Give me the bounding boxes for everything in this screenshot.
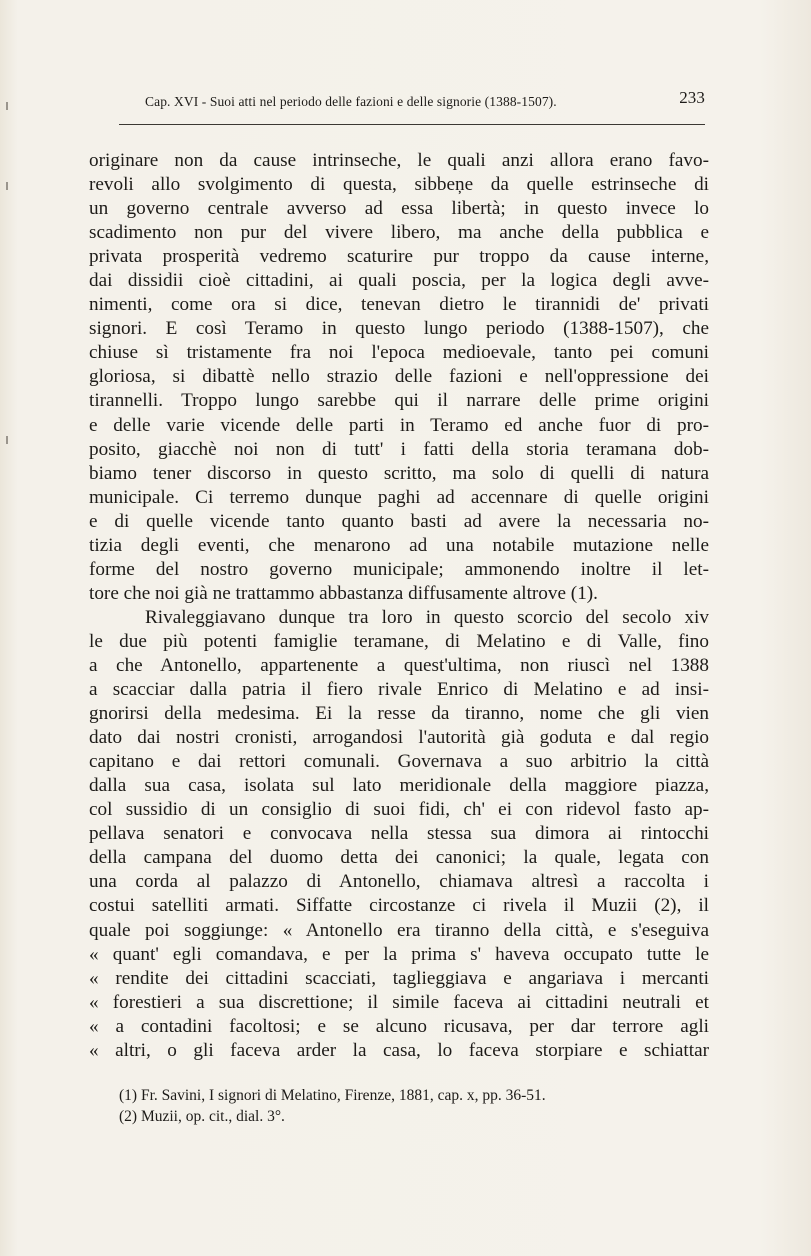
text-line: « quant' egli comandava, e per la prima s' haveva occupato tutte le <box>89 943 709 965</box>
text-line: originare non da cause intrinseche, le quali anzi allora erano favo- <box>89 150 709 171</box>
text-line: posito, giacchè noi non di tutt' i fatti della storia teramana dob- <box>89 438 709 460</box>
text-line: pellava senatori e convocava nella stessa sua dimora ai rintocchi <box>89 823 709 845</box>
text-line: biamo tener discorso in questo scritto, ma solo di quelli di natura <box>89 462 709 484</box>
text-line: tizia degli eventi, che menarono ad una notabile mutazione nelle <box>89 534 709 556</box>
running-head: Cap. XVI - Suoi atti nel periodo delle fazioni e delle signorie (1388-1507). <box>145 94 557 109</box>
text-line: gloriosa, si dibattè nello strazio delle fazioni e nell'oppressione dei <box>89 366 709 388</box>
text-line: tirannelli. Troppo lungo sarebbe qui il narrare delle prime origini <box>89 390 709 412</box>
margin-mark <box>6 436 8 444</box>
text-line: scadimento non pur del vivere libero, ma anche della pubblica e <box>89 222 709 244</box>
text-line: « altri, o gli faceva arder la casa, lo faceva storpiare e schiattar <box>89 1039 709 1061</box>
text-line: municipale. Ci terremo dunque paghi ad accennare di quelle origini <box>89 486 709 508</box>
text-line: capitano e dai rettori comunali. Governava a suo arbitrio la città <box>89 751 709 773</box>
text-line: dalla sua casa, isolata sul lato meridionale della maggiore piazza, <box>89 775 709 797</box>
text-line: chiuse sì tristamente fra noi l'epoca medioevale, tanto pei comuni <box>89 342 709 364</box>
body-text <box>89 149 709 1063</box>
text-line: quale poi soggiunge: « Antonello era tiranno della città, e s'eseguiva <box>89 919 709 941</box>
margin-mark <box>6 102 8 110</box>
text-line: un governo centrale avverso ad essa libertà; in questo invece lo <box>89 198 709 220</box>
page-number: 233 <box>679 88 705 107</box>
page-header <box>145 88 705 112</box>
text-line: costui satelliti armati. Siffatte circostanze ci rivela il Muzii (2), il <box>89 895 709 917</box>
text-line: « a contadini facoltosi; e se alcuno ricusava, per dar terrore agli <box>89 1015 709 1037</box>
text-line: a scacciar dalla patria il fiero rivale Enrico di Melatino e ad insi- <box>89 679 709 701</box>
text-line: a che Antonello, appartenente a quest'ultima, non riuscì nel 1388 <box>89 654 709 676</box>
header-rule <box>119 124 705 125</box>
footnote: (2) Muzii, op. cit., dial. 3°. <box>119 1108 285 1125</box>
text-line: una corda al palazzo di Antonello, chiamava altresì a raccolta i <box>89 871 709 893</box>
text-line: gnorirsi della medesima. Ei la resse da tiranno, nome che gli vien <box>89 703 709 725</box>
footnote: (1) Fr. Savini, I signori di Melatino, Firenze, 1881, cap. x, pp. 36-51. <box>119 1087 546 1104</box>
text-line: privata prosperità vedremo scaturire pur troppo da cause interne, <box>89 246 709 268</box>
text-line: dato dai nostri cronisti, arrogandosi l'autorità già goduta e dal regio <box>89 727 709 749</box>
text-line: Rivaleggiavano dunque tra loro in questo scorcio del secolo xiv <box>145 606 709 628</box>
text-line: e delle varie vicende delle parti in Teramo ed anche fuor di pro- <box>89 414 709 436</box>
text-line: col sussidio di un consiglio di suoi fidi, ch' ei con ridevol fasto ap- <box>89 799 709 821</box>
text-line: dai dissidii cioè cittadini, ai quali poscia, per la logica degli avve- <box>89 270 709 292</box>
text-line: revoli allo svolgimento di questa, sibbeņe da quelle estrinseche di <box>89 174 709 196</box>
text-line: nimenti, come ora si dice, tenevan dietro le tirannidi de' privati <box>89 294 709 316</box>
margin-mark <box>6 182 8 190</box>
text-line: le due più potenti famiglie teramane, di Melatino e di Valle, fino <box>89 630 709 652</box>
text-line: della campana del duomo detta dei canonici; la quale, legata con <box>89 847 709 869</box>
text-line: signori. E così Teramo in questo lungo periodo (1388-1507), che <box>89 318 709 340</box>
text-line: tore che noi già ne trattammo abbastanza diffusamente altrove (1). <box>89 582 598 604</box>
text-line: « rendite dei cittadini scacciati, taglieggiava e angariava i mercanti <box>89 967 709 989</box>
text-line: e di quelle vicende tanto quanto basti ad avere la necessaria no- <box>89 510 709 532</box>
text-line: « forestieri a sua discrettione; il simile faceva ai cittadini neutrali et <box>89 991 709 1013</box>
footnotes <box>119 1085 709 1127</box>
text-line: forme del nostro governo municipale; ammonendo inoltre il let- <box>89 558 709 580</box>
